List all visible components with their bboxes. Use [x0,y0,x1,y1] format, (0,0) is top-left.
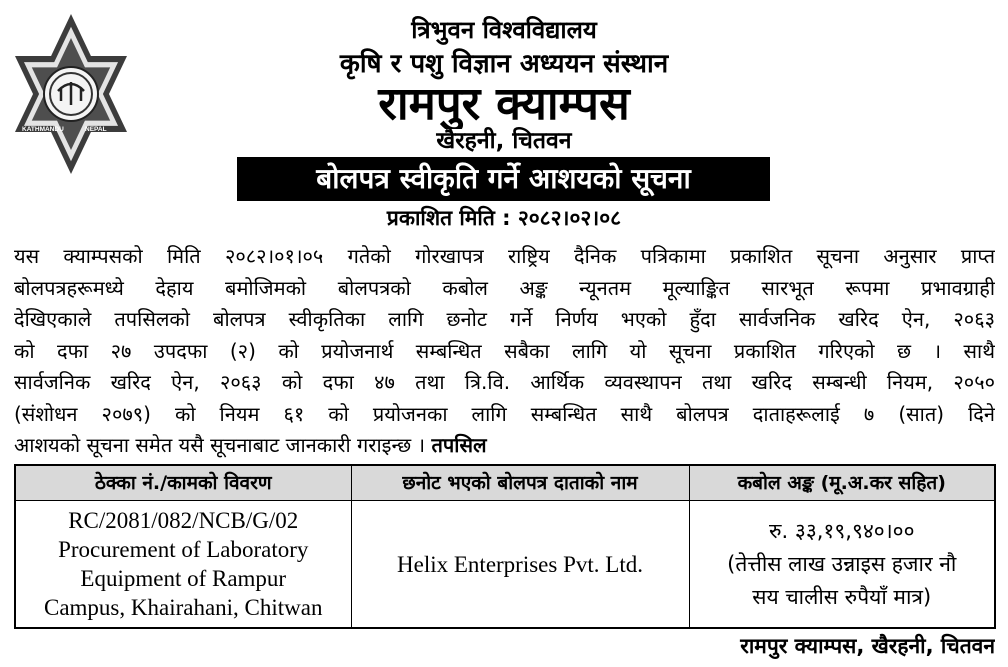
body-line-text: आशयको सूचना समेत यसै सूचनाबाट जानकारी गराइन्छ । [14,433,426,457]
body-line: (संशोधन २०७९) को नियम ६१ को प्रयोजनका लागि सम्बन्धित साथै बोलपत्र दाताहरूलाई ७ (सात) दिने [14,401,995,426]
published-date: २०८२।०२।०८ [517,206,622,230]
bid-amount: रु. ३३,१९,९४०।०० [769,518,915,543]
column-header-amount [689,465,995,501]
table-row [15,501,995,629]
bidder-cell [351,501,689,629]
published-label: प्रकाशित मिति : [386,206,511,230]
logo-text-kathmandu: KATHMANDU [22,126,64,133]
logo-text-nepal: NEPAL [85,126,107,133]
tapasil-label: तपसिल [431,433,487,457]
institute-name: कृषि र पशु विज्ञान अध्ययन संस्थान [339,49,669,79]
body-line: बोलपत्रहरूमध्ये देहाय बमोजिमको बोलपत्रको कबोल अङ्क न्यूनतम मूल्याङ्कित सारभूत रूपमा प्रभावग्राही [14,275,995,300]
award-table [14,464,996,629]
column-header-text: कबोल अङ्क (मू.अ.कर सहित) [737,472,946,494]
body-line-last [14,430,995,462]
column-header-text: छनोट भएको बोलपत्र दाताको नाम [402,472,638,494]
amount-cell [689,501,995,629]
campus-name: रामपुर क्याम्पस [378,79,630,129]
contract-number: RC/2081/082/NCB/G/02 [68,508,299,533]
bidder-name: Helix Enterprises Pvt. Ltd. [397,551,643,577]
body-line: देखिएकाले तपसिलको बोलपत्र स्वीकृतिका लागि छनोट गर्ने निर्णय भएको हुँदा सार्वजनिक खरिद ऐन, २०६३ [14,307,995,331]
body-line: यस क्याम्पसको मिति २०८२।०१।०५ गतेको गोरखापत्र राष्ट्रिय दैनिक पत्रिकामा प्रकाशित सूचना अनुसार प्राप्त [14,244,995,268]
university-logo [0,0,145,185]
university-name: त्रिभुवन विश्वविद्यालय [411,16,597,44]
column-header-contract [15,465,351,501]
published-date-line [150,203,858,234]
table-header-row [15,465,995,501]
column-header-text: ठेक्का नं./कामको विवरण [94,472,272,494]
bid-amount-words-line: सय चालीस रुपैयाँ मात्र) [752,584,932,609]
footer-signature: रामपुर क्याम्पस, खैरहनी, चितवन [740,634,995,658]
contract-description-line: Procurement of Laboratory [58,537,309,562]
body-line: को दफा २७ उपदफा (२) को प्रयोजनार्थ सम्बन्धित सबैका लागि यो सूचना प्रकाशित गरिएको छ । साथै [14,338,995,363]
contract-description-line: Equipment of Rampur [80,566,287,591]
contract-description-line: Campus, Khairahani, Chitwan [43,595,323,620]
notice-title: बोलपत्र स्वीकृति गर्ने आशयको सूचना [316,162,691,195]
campus-address: खैरहनी, चितवन [436,128,572,154]
contract-cell [15,501,351,629]
notice-title-banner [237,157,770,201]
bid-amount-words-line: (तेत्तीस लाख उन्नाइस हजार नौ [727,551,957,576]
column-header-bidder [351,465,689,501]
body-line: सार्वजनिक खरिद ऐन, २०६३ को दफा ४७ तथा त्रि.वि. आर्थिक व्यवस्थापन तथा खरिद सम्बन्धी नियम, २०५० [14,370,995,394]
